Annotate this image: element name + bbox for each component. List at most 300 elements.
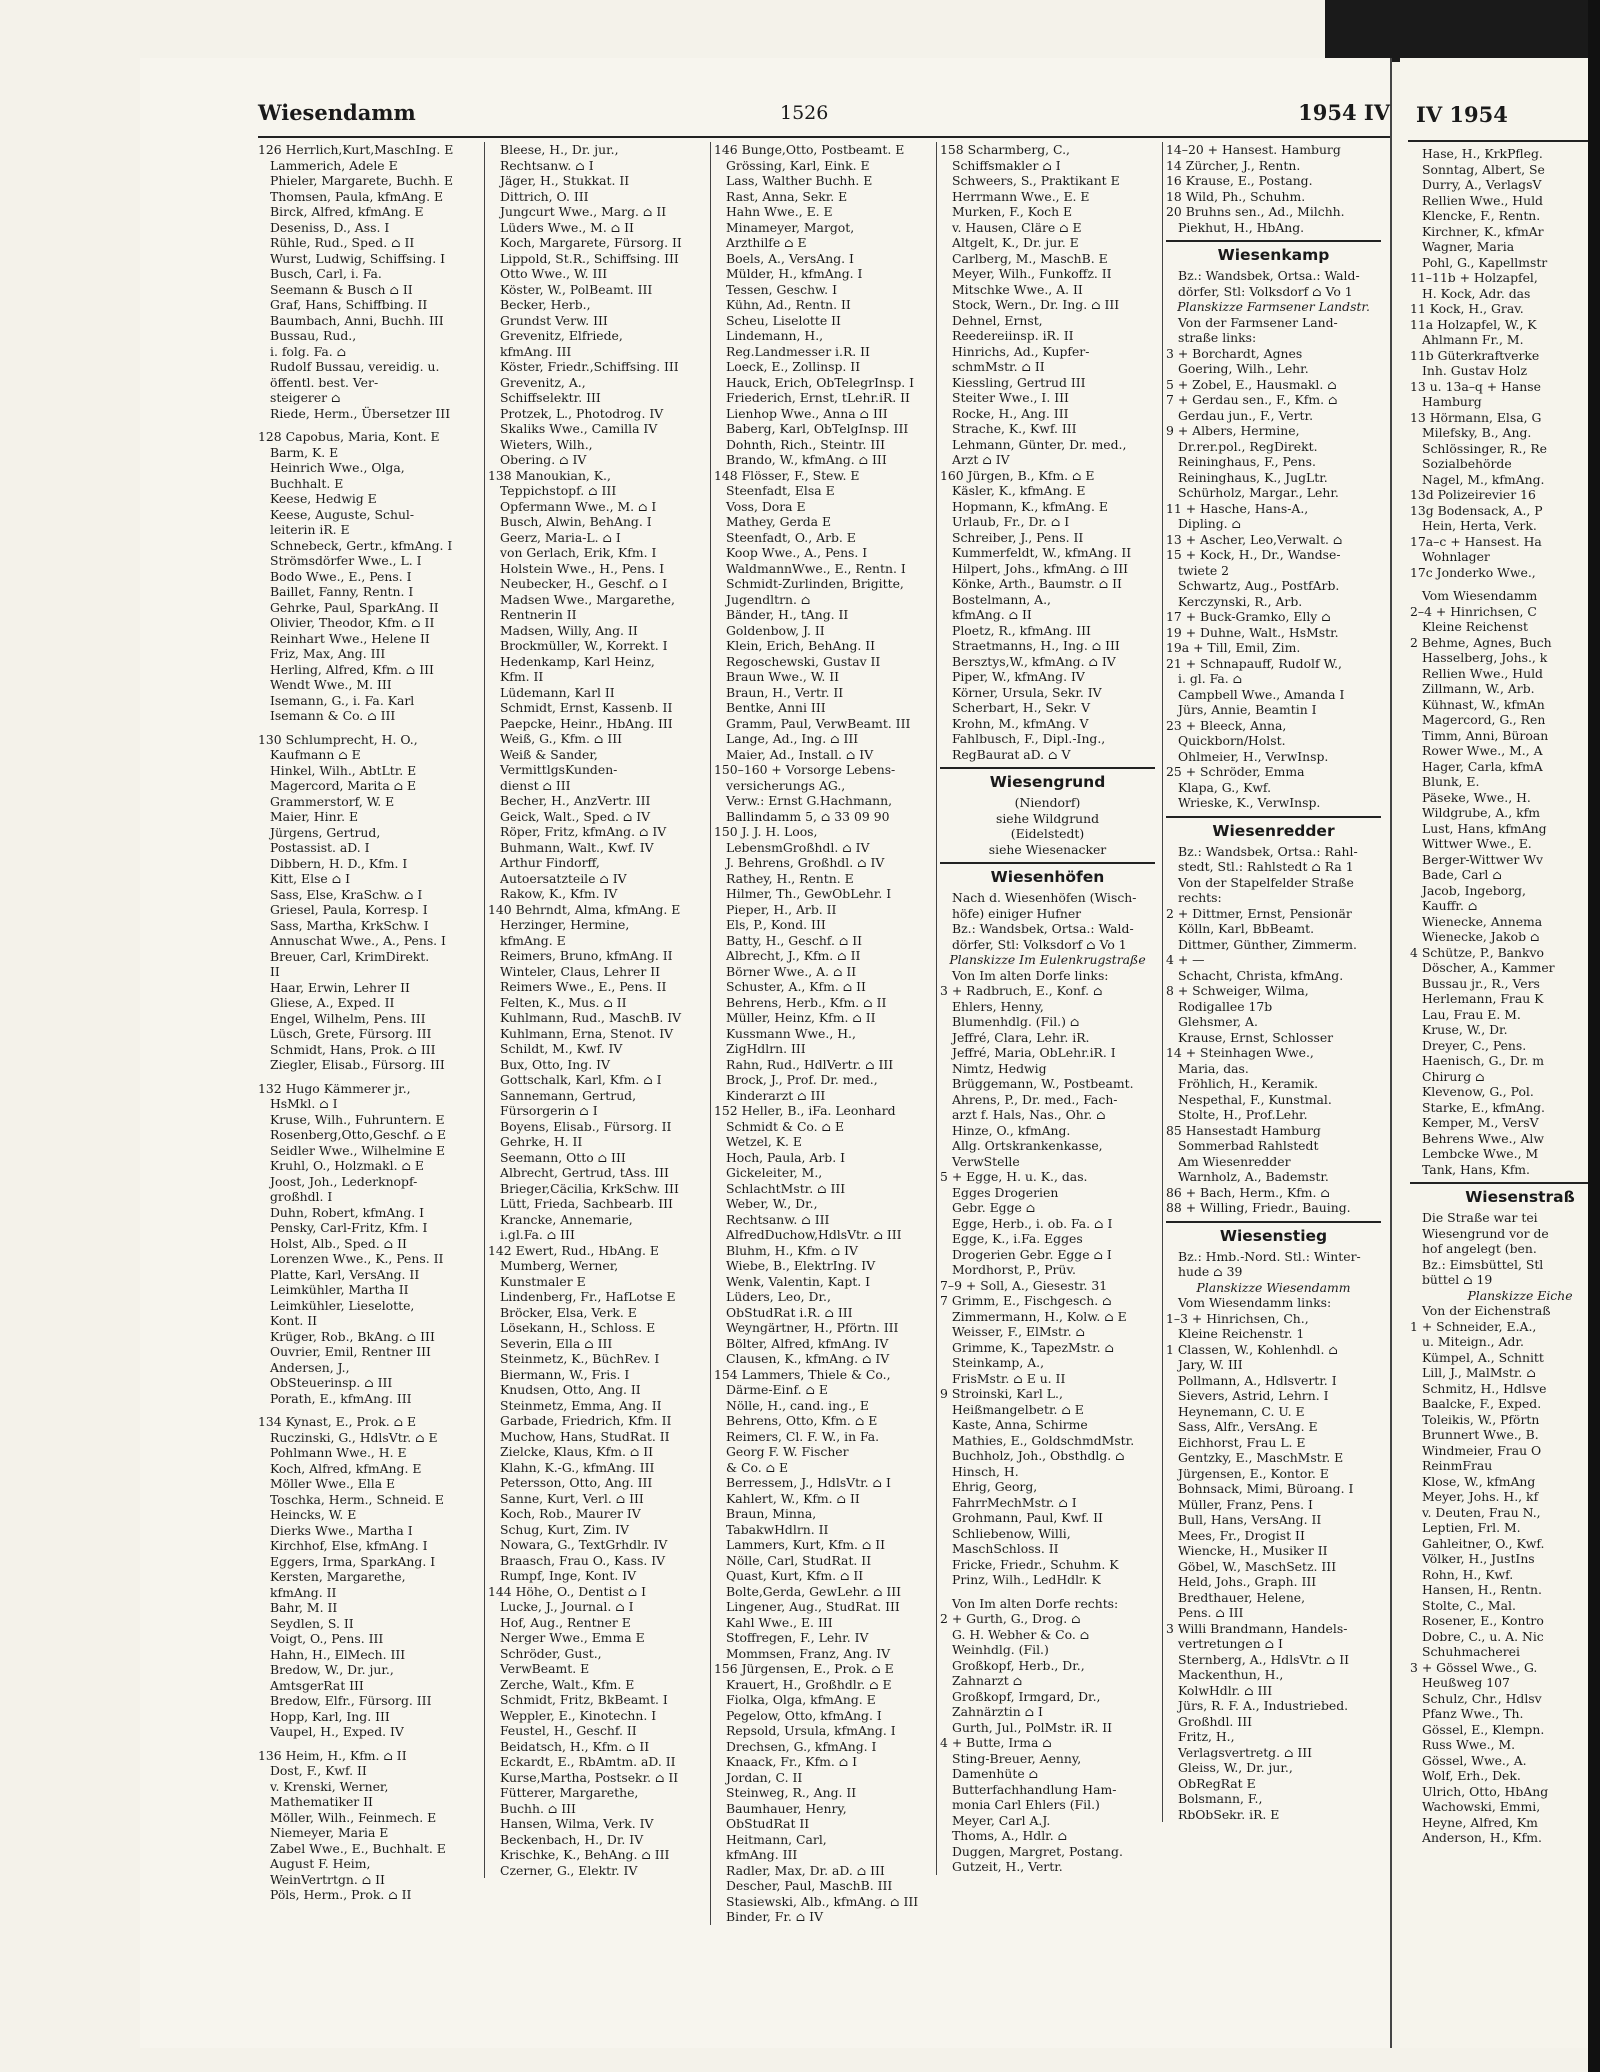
- resident-entry: Isemann & Co. ⌂ III: [270, 708, 396, 723]
- resident-entry: Köster, Friedr.,Schiffsing. III: [500, 359, 679, 374]
- entry-gap: [258, 1406, 473, 1414]
- resident-entry: Weinhdlg. (Fil.): [952, 1642, 1049, 1657]
- house-number-entry: 158 Scharmberg, C.,: [940, 142, 1070, 157]
- resident-entry: Klencke, F., Rentn.: [1422, 208, 1541, 223]
- resident-entry: Koch, Rob., Maurer IV: [500, 1506, 641, 1521]
- resident-entry: Brieger,Cäcilia, KrkSchw. III: [500, 1180, 679, 1196]
- resident-entry: Sanne, Kurt, Verl. ⌂ III: [500, 1490, 644, 1506]
- resident-entry: August F. Heim,: [270, 1856, 371, 1871]
- resident-entry: Weiß, G., Kfm. ⌂ III: [500, 731, 622, 746]
- resident-entry: Reimers Wwe., E., Pens. II: [500, 979, 667, 994]
- resident-entry: Rosenberg,Otto,Geschf. ⌂ E: [270, 1127, 447, 1142]
- resident-entry: HsMkl. ⌂ I: [270, 1096, 338, 1111]
- resident-entry: Goering, Wilh., Lehr.: [1178, 361, 1309, 376]
- header-rule: [258, 136, 1390, 138]
- resident-entry: v. Krenski, Werner,: [270, 1778, 389, 1794]
- house-number-entry: 85 Hansestadt Hamburg: [1166, 1122, 1321, 1138]
- resident-entry: Großkopf, Irmgard, Dr.,: [952, 1688, 1101, 1704]
- resident-entry: Berger-Wittwer Wv: [1422, 851, 1544, 867]
- house-number-entry: 23 + Bleeck, Anna,: [1166, 717, 1287, 733]
- resident-entry: Egges Drogerien: [952, 1184, 1059, 1200]
- resident-entry: Minameyer, Margot,: [726, 219, 855, 235]
- resident-entry: Schmidt, Hans, Prok. ⌂ III: [270, 1041, 436, 1057]
- resident-entry: Bahr, M. II: [270, 1600, 338, 1615]
- resident-entry: Ohlmeier, H., VerwInsp.: [1178, 748, 1329, 764]
- house-number-entry: 2 + Gurth, G., Drog. ⌂: [940, 1611, 1081, 1626]
- resident-entry: Albrecht, Gertrud, tAss. III: [500, 1165, 669, 1180]
- resident-entry: Baumbach, Anni, Buchh. III: [270, 312, 444, 328]
- column-4: [936, 142, 1155, 1875]
- resident-entry: Tessen, Geschw. I: [726, 281, 837, 297]
- house-number-entry: 18 Wild, Ph., Schuhm.: [1166, 188, 1306, 204]
- house-number-entry: 4 + Butte, Irma ⌂: [940, 1735, 1052, 1750]
- resident-entry: Schuster, A., Kfm. ⌂ II: [726, 979, 866, 994]
- resident-entry: Großhdl. III: [1178, 1713, 1252, 1729]
- resident-entry: KolwHdlr. ⌂ III: [1178, 1682, 1273, 1698]
- resident-entry: Von Im alten Dorfe rechts:: [952, 1595, 1119, 1611]
- house-number-entry: 128 Capobus, Maria, Kont. E: [258, 429, 440, 444]
- resident-entry: i. folg. Fa. ⌂: [270, 343, 347, 359]
- resident-entry: Piper, W., kfmAng. IV: [952, 669, 1085, 684]
- resident-entry: Dost, F., Kwf. II: [270, 1763, 367, 1778]
- resident-entry: Eichhorst, Frau L. E: [1178, 1434, 1306, 1450]
- resident-entry: kfmAng. III: [500, 343, 572, 359]
- street-note: (Niendorf): [1014, 795, 1081, 810]
- resident-entry: Wolf, Erh., Dek.: [1422, 1768, 1521, 1783]
- resident-entry: Bade, Carl ⌂: [1422, 867, 1502, 882]
- resident-entry: Zerche, Walt., Kfm. E: [500, 1676, 635, 1692]
- resident-entry: Egge, Herb., i. ob. Fa. ⌂ I: [952, 1215, 1113, 1231]
- resident-entry: Hein, Herta, Verk.: [1422, 518, 1537, 533]
- resident-entry: Nölle, H., cand. ing., E: [726, 1397, 869, 1413]
- resident-entry: Lorenzen Wwe., K., Pens. II: [270, 1251, 444, 1266]
- resident-entry: Rower Wwe., M., A: [1422, 743, 1543, 758]
- resident-entry: AlfredDuchow,HdlsVtr. ⌂ III: [726, 1227, 902, 1242]
- resident-entry: Bohnsack, Mimi, Büroang. I: [1178, 1481, 1354, 1496]
- resident-entry: Börner Wwe., A. ⌂ II: [726, 963, 857, 979]
- house-number-entry: 17 + Buck-Gramko, Elly ⌂: [1166, 609, 1331, 624]
- resident-entry: ObSteuerinsp. ⌂ III: [270, 1375, 393, 1390]
- resident-entry: Gentzky, E., MaschMstr. E: [1178, 1450, 1344, 1465]
- resident-entry: v. Deuten, Frau N.,: [1422, 1504, 1541, 1520]
- resident-entry: kfmAng. ⌂ II: [952, 607, 1032, 622]
- resident-entry: Lill, J., MalMstr. ⌂: [1422, 1365, 1536, 1380]
- resident-entry: Buchhalt. E: [270, 475, 344, 491]
- resident-entry: Herrmann Wwe., E. E: [952, 188, 1090, 204]
- resident-entry: Dehnel, Ernst,: [952, 312, 1043, 328]
- resident-entry: Madsen, Willy, Ang. II: [500, 622, 638, 638]
- resident-entry: VermittlgsKunden-: [500, 762, 618, 777]
- resident-entry: Straetmanns, H., Ing. ⌂ III: [952, 638, 1120, 653]
- resident-entry: Weisser, F., ElMstr. ⌂: [952, 1324, 1085, 1339]
- page-header: [140, 90, 1390, 130]
- house-number-entry: 14 Zürcher, J., Rentn.: [1166, 157, 1301, 173]
- resident-entry: Bluhm, H., Kfm. ⌂ IV: [726, 1242, 858, 1258]
- resident-entry: Maier, Hinr. E: [270, 809, 359, 824]
- resident-entry: Warnholz, A., Bademstr.: [1178, 1169, 1329, 1184]
- resident-entry: WaldmannWwe., E., Rentn. I: [726, 560, 906, 576]
- resident-entry: AmtsgerRat III: [270, 1677, 364, 1693]
- resident-entry: Maier, Ad., Install. ⌂ IV: [726, 746, 874, 762]
- resident-entry: Strache, K., Kwf. III: [952, 421, 1077, 436]
- resident-entry: Binder, Fr. ⌂ IV: [726, 1909, 824, 1924]
- resident-entry: Lüsch, Grete, Fürsorg. III: [270, 1026, 432, 1041]
- resident-entry: Zillmann, W., Arb.: [1422, 681, 1535, 696]
- resident-entry: Rechtsanw. ⌂ III: [726, 1211, 830, 1227]
- resident-entry: kfmAng. E: [500, 932, 566, 948]
- resident-entry: Schiffselektr. III: [500, 390, 601, 405]
- resident-entry: Klevenow, G., Pol.: [1422, 1084, 1534, 1099]
- resident-entry: Von der Farmsener Land-: [1178, 314, 1338, 330]
- resident-entry: Herling, Alfred, Kfm. ⌂ III: [270, 661, 434, 677]
- resident-entry: Schlössinger, R., Re: [1422, 440, 1548, 456]
- resident-entry: schmMstr. ⌂ II: [952, 359, 1045, 374]
- resident-entry: FahrrMechMstr. ⌂ I: [952, 1494, 1077, 1510]
- resident-entry: Bz.: Hmb.-Nord. Stl.: Winter-: [1178, 1248, 1361, 1264]
- resident-entry: Krauert, H., Großhdlr. ⌂ E: [726, 1676, 892, 1692]
- resident-entry: RegBaurat aD. ⌂ V: [952, 746, 1071, 762]
- resident-entry: Großkopf, Herb., Dr.,: [952, 1657, 1085, 1673]
- street-heading: Wiesenredder: [1166, 816, 1381, 841]
- resident-entry: Bröcker, Elsa, Verk. E: [500, 1304, 637, 1320]
- house-number-entry: 13 u. 13a–q + Hanse: [1410, 378, 1541, 394]
- resident-entry: Klose, W., kfmAng: [1422, 1473, 1536, 1489]
- resident-entry: Die Straße war tei: [1422, 1210, 1538, 1225]
- resident-entry: Tank, Hans, Kfm.: [1422, 1161, 1530, 1177]
- resident-entry: Fricke, Friedr., Schuhm. K: [952, 1556, 1119, 1572]
- resident-entry: Mees, Fr., Drogist II: [1178, 1527, 1305, 1543]
- directory-page: [140, 58, 1392, 2048]
- resident-entry: Keese, Hedwig E: [270, 491, 377, 506]
- resident-entry: Jungcurt Wwe., Marg. ⌂ II: [500, 204, 667, 219]
- resident-entry: Wagner, Maria: [1422, 239, 1515, 254]
- resident-entry: Urlaub, Fr., Dr. ⌂ I: [952, 514, 1070, 529]
- resident-entry: Friz, Max, Ang. III: [270, 646, 386, 661]
- resident-entry: Ahrens, P., Dr. med., Fach-: [952, 1091, 1118, 1107]
- resident-entry: Bolte,Gerda, GewLehr. ⌂ III: [726, 1583, 902, 1599]
- resident-entry: Dittrich, O. III: [500, 188, 589, 204]
- resident-entry: Zahnarzt ⌂: [952, 1673, 1023, 1688]
- resident-entry: VerwBeamt. E: [500, 1661, 590, 1676]
- resident-entry: Autoersatzteile ⌂ IV: [500, 870, 627, 886]
- resident-entry: Hamburg: [1422, 394, 1482, 409]
- resident-entry: Kahl Wwe., E. III: [726, 1614, 833, 1630]
- resident-entry: Gickeleiter, M.,: [726, 1165, 823, 1180]
- resident-entry: Zielcke, Klaus, Kfm. ⌂ II: [500, 1444, 654, 1459]
- house-number-entry: 140 Behrndt, Alma, kfmAng. E: [488, 901, 681, 917]
- resident-entry: Breuer, Carl, KrimDirekt.: [270, 948, 430, 964]
- resident-entry: Kleine Reichenstr. 1: [1178, 1326, 1305, 1341]
- resident-entry: Butterfachhandlung Ham-: [952, 1781, 1117, 1797]
- resident-entry: straße links:: [1178, 330, 1257, 345]
- street-note: siehe Wildgrund: [995, 810, 1100, 826]
- resident-entry: Göbel, W., MaschSetz. III: [1178, 1558, 1337, 1574]
- column-2: [484, 142, 703, 1878]
- resident-entry: Bleese, H., Dr. jur.,: [500, 142, 619, 157]
- resident-entry: Damenhüte ⌂: [952, 1766, 1039, 1781]
- resident-entry: Gerdau jun., F., Vertr.: [1178, 407, 1314, 423]
- resident-entry: Nimtz, Hedwig: [952, 1060, 1047, 1076]
- resident-entry: Rentnerin II: [500, 607, 577, 622]
- resident-entry: Rakow, K., Kfm. IV: [500, 886, 618, 901]
- resident-entry: Beckenbach, H., Dr. IV: [500, 1831, 644, 1847]
- resident-entry: Sting-Breuer, Aenny,: [952, 1750, 1082, 1766]
- resident-entry: Kümpel, A., Schnitt: [1422, 1349, 1544, 1365]
- resident-entry: Hauck, Erich, ObTelegrInsp. I: [726, 374, 915, 390]
- resident-entry: Petersson, Otto, Ang. III: [500, 1475, 653, 1490]
- resident-entry: Hedenkamp, Karl Heinz,: [500, 653, 655, 669]
- resident-entry: Haenisch, G., Dr. m: [1422, 1053, 1545, 1068]
- resident-entry: twiete 2: [1178, 562, 1230, 578]
- resident-entry: Engel, Wilhelm, Pens. III: [270, 1010, 426, 1026]
- entry-gap: [258, 724, 473, 732]
- resident-entry: Buchholz, Joh., Obsthdlg. ⌂: [952, 1448, 1125, 1463]
- resident-entry: Annuschat Wwe., A., Pens. I: [270, 933, 446, 948]
- resident-entry: FrisMstr. ⌂ E u. II: [952, 1370, 1066, 1386]
- resident-entry: Maria, das.: [1178, 1060, 1249, 1076]
- resident-entry: Bölter, Alfred, kfmAng. IV: [726, 1335, 889, 1351]
- resident-entry: Andersen, J.,: [270, 1359, 350, 1375]
- resident-entry: Strömsdörfer Wwe., L. I: [270, 553, 422, 568]
- resident-entry: Fröhlich, H., Keramik.: [1178, 1076, 1319, 1091]
- resident-entry: Hoch, Paula, Arb. I: [726, 1149, 846, 1165]
- resident-entry: Braun, Minna,: [726, 1506, 817, 1521]
- resident-entry: Schmidt-Zurlinden, Brigitte,: [726, 576, 904, 591]
- resident-entry: Kaufmann ⌂ E: [270, 747, 361, 762]
- resident-entry: Hilmer, Th., GewObLehr. I: [726, 886, 892, 901]
- resident-entry: Windmeier, Frau O: [1422, 1442, 1542, 1458]
- resident-entry: Biermann, W., Fris. I: [500, 1366, 630, 1382]
- resident-entry: Quast, Kurt, Kfm. ⌂ II: [726, 1568, 864, 1583]
- house-number-entry: 150 J. J. H. Loos,: [714, 824, 818, 839]
- resident-entry: Pieper, H., Arb. II: [726, 901, 837, 917]
- resident-entry: Friederich, Ernst, tLehr.iR. II: [726, 390, 910, 405]
- resident-entry: Bredow, W., Dr. jur.,: [270, 1662, 394, 1677]
- house-number-entry: 11a Holzapfel, W., K: [1410, 316, 1537, 332]
- resident-entry: Bentke, Anni III: [726, 700, 826, 715]
- resident-entry: höfe) einiger Hufner: [952, 905, 1082, 921]
- resident-entry: Eggers, Irma, SparkAng. I: [270, 1553, 436, 1569]
- resident-entry: Koch, Margarete, Fürsorg. II: [500, 235, 682, 250]
- resident-entry: Geerz, Maria-L. ⌂ I: [500, 529, 621, 545]
- resident-entry: Wendt Wwe., M. III: [270, 677, 392, 692]
- resident-entry: Bostelmann, A.,: [952, 591, 1051, 607]
- resident-entry: Seydlen, S. II: [270, 1615, 354, 1631]
- resident-entry: Seemann & Busch ⌂ II: [270, 281, 413, 297]
- resident-entry: Campbell Wwe., Amanda I: [1178, 686, 1345, 702]
- resident-entry: Glehsmer, A.: [1178, 1014, 1258, 1029]
- resident-entry: Krohn, M., kfmAng. V: [952, 715, 1089, 731]
- resident-entry: Reimers, Bruno, kfmAng. II: [500, 948, 673, 963]
- resident-entry: Dibbern, H. D., Kfm. I: [270, 855, 408, 871]
- resident-entry: Brock, J., Prof. Dr. med.,: [726, 1072, 878, 1087]
- resident-entry: Lembcke Wwe., M: [1422, 1146, 1539, 1161]
- resident-entry: stedt, Stl.: Rahlstedt ⌂ Ra 1: [1178, 859, 1354, 874]
- resident-entry: Fahlbusch, F., Dipl.-Ing.,: [952, 731, 1106, 746]
- resident-entry: Dipling. ⌂: [1178, 516, 1242, 531]
- resident-entry: Mordhorst, P., Prüv.: [952, 1262, 1076, 1277]
- resident-entry: Schmidt, Fritz, BkBeamt. I: [500, 1692, 668, 1707]
- resident-entry: Kahlert, W., Kfm. ⌂ II: [726, 1490, 860, 1506]
- resident-entry: Lütt, Frieda, Sachbearb. III: [500, 1196, 673, 1211]
- house-number-entry: 4 + —: [1166, 952, 1205, 967]
- resident-entry: Brando, W., kfmAng. ⌂ III: [726, 452, 887, 467]
- resident-entry: Ruczinski, G., HdlsVtr. ⌂ E: [270, 1429, 438, 1445]
- resident-entry: Pohlmann Wwe., H. E: [270, 1445, 407, 1460]
- resident-entry: Meyer, Wilh., Funkoffz. II: [952, 266, 1112, 281]
- house-number-entry: 11–11b + Holzapfel,: [1410, 270, 1538, 285]
- resident-entry: hof angelegt (ben.: [1422, 1241, 1537, 1256]
- resident-entry: Phieler, Margarete, Buchh. E: [270, 173, 454, 188]
- resident-entry: Gahleitner, O., Kwf.: [1422, 1535, 1545, 1551]
- house-number-entry: 17a–c + Hansest. Ha: [1410, 533, 1542, 549]
- resident-entry: Voss, Dora E: [726, 498, 806, 514]
- house-number-entry: 86 + Bach, Herm., Kfm. ⌂: [1166, 1184, 1330, 1200]
- year-volume: 1954 IV: [1298, 100, 1390, 125]
- resident-entry: Obering. ⌂ IV: [500, 452, 587, 467]
- resident-entry: Holstein Wwe., H., Pens. I: [500, 560, 665, 576]
- resident-entry: Winteler, Claus, Lehrer II: [500, 963, 661, 979]
- resident-entry: Schmidt, Ernst, Kassenb. II: [500, 700, 673, 715]
- resident-entry: Schacht, Christa, kfmAng.: [1178, 967, 1344, 983]
- resident-entry: Wieters, Wilh.,: [500, 436, 593, 452]
- entry-gap: [258, 1073, 473, 1081]
- resident-entry: Wiesengrund vor de: [1422, 1225, 1549, 1241]
- resident-entry: Klein, Erich, BehAng. II: [726, 638, 876, 653]
- resident-entry: Hinkel, Wilh., AbtLtr. E: [270, 762, 417, 778]
- street-heading: Wiesenhöfen: [940, 862, 1155, 887]
- resident-entry: Allg. Ortskrankenkasse,: [952, 1138, 1103, 1153]
- resident-entry: Müller, Heinz, Kfm. ⌂ II: [726, 1010, 876, 1025]
- resident-entry: Gleiss, W., Dr. jur.,: [1178, 1760, 1293, 1775]
- resident-entry: Weyngärtner, H., Pförtn. III: [726, 1320, 899, 1335]
- resident-entry: Pensky, Carl-Fritz, Kfm. I: [270, 1220, 428, 1235]
- resident-entry: Jürs, R. F. A., Industriebed.: [1178, 1698, 1349, 1713]
- resident-entry: Muchow, Hans, StudRat. II: [500, 1428, 670, 1444]
- resident-entry: Buhmann, Walt., Kwf. IV: [500, 839, 654, 855]
- resident-entry: Jacob, Ingeborg,: [1422, 882, 1526, 898]
- resident-entry: VerwStelle: [952, 1153, 1020, 1169]
- house-number-entry: 3 + Gössel Wwe., G.: [1410, 1659, 1538, 1675]
- house-number-entry: 142 Ewert, Rud., HbAng. E: [488, 1242, 659, 1258]
- resident-entry: Ehrig, Georg,: [952, 1479, 1038, 1494]
- resident-entry: Grohmann, Paul, Kwf. II: [952, 1510, 1103, 1525]
- resident-entry: Becker, Herb.,: [500, 297, 591, 312]
- resident-entry: Grundst Verw. III: [500, 312, 608, 328]
- resident-entry: Opfermann Wwe., M. ⌂ I: [500, 498, 657, 514]
- resident-entry: Boyens, Elisab., Fürsorg. II: [500, 1118, 672, 1134]
- resident-entry: arzt f. Hals, Nas., Ohr. ⌂: [952, 1107, 1106, 1122]
- resident-entry: Nagel, M., kfmAng.: [1422, 471, 1545, 487]
- resident-entry: Kerczynski, R., Arb.: [1178, 593, 1303, 609]
- resident-entry: Rocke, H., Ang. III: [952, 405, 1069, 421]
- resident-entry: Lippold, St.R., Schiffsing. III: [500, 250, 679, 266]
- resident-entry: Milefsky, B., Ang.: [1422, 425, 1532, 440]
- resident-entry: Mülder, H., kfmAng. I: [726, 266, 863, 281]
- resident-entry: Russ Wwe., M.: [1422, 1737, 1516, 1752]
- resident-entry: Kinderarzt ⌂ III: [726, 1087, 826, 1103]
- resident-entry: Dr.rer.pol., RegDirekt.: [1178, 438, 1318, 454]
- resident-entry: Joost, Joh., Lederknopf-: [270, 1173, 418, 1189]
- resident-entry: Ploetz, R., kfmAng. III: [952, 622, 1091, 638]
- resident-entry: Schmitz, H., Hdlsve: [1422, 1380, 1547, 1396]
- resident-entry: i. gl. Fa. ⌂: [1178, 671, 1243, 686]
- resident-entry: Koch, Alfred, kfmAng. E: [270, 1460, 422, 1476]
- resident-entry: Gehrke, Paul, SparkAng. II: [270, 599, 439, 615]
- map-sketch-note: Planskizze Farmsener Landstr.: [1177, 299, 1370, 314]
- resident-entry: Bänder, H., tAng. II: [726, 607, 849, 622]
- next-page-header: IV 1954: [1416, 102, 1508, 127]
- street-heading: Wiesenstraß: [1410, 1182, 1588, 1207]
- resident-entry: Kleine Reichenst: [1422, 619, 1528, 634]
- resident-entry: Schulz, Chr., Hdlsv: [1422, 1690, 1542, 1706]
- resident-entry: Hahn Wwe., E. E: [726, 204, 833, 219]
- resident-entry: Kirchner, K., kfmAr: [1422, 223, 1544, 239]
- resident-entry: i.gl.Fa. ⌂ III: [500, 1227, 575, 1242]
- resident-entry: Wildgrube, A., kfm: [1422, 805, 1540, 820]
- resident-entry: Rumpf, Inge, Kont. IV: [500, 1568, 637, 1583]
- resident-entry: Lust, Hans, kfmAng: [1422, 820, 1547, 836]
- resident-entry: RbObSekr. iR. E: [1178, 1806, 1280, 1822]
- house-number-entry: 130 Schlumprecht, H. O.,: [258, 731, 418, 747]
- resident-entry: Riede, Herm., Übersetzer III: [270, 405, 451, 421]
- house-number-entry: 1–3 + Hinrichsen, Ch.,: [1166, 1310, 1309, 1326]
- house-number-entry: 134 Kynast, E., Prok. ⌂ E: [258, 1414, 417, 1429]
- house-number-entry: 13 + Ascher, Leo,Verwalt. ⌂: [1166, 531, 1343, 547]
- listing-columns: [230, 142, 1390, 2048]
- resident-entry: Fütterer, Margarethe,: [500, 1785, 639, 1800]
- house-number-entry: 3 Willi Brandmann, Handels-: [1166, 1620, 1348, 1636]
- resident-entry: kfmAng. II: [270, 1584, 337, 1600]
- resident-entry: Nespethal, F., Kunstmal.: [1178, 1091, 1332, 1107]
- resident-entry: Kunstmaler E: [500, 1273, 586, 1289]
- resident-entry: Döscher, A., Kammer: [1422, 960, 1555, 975]
- resident-entry: Nerger Wwe., Emma E: [500, 1630, 645, 1645]
- house-number-entry: 13 Hörmann, Elsa, G: [1410, 409, 1542, 425]
- resident-entry: Busch, Carl, i. Fa.: [270, 266, 382, 281]
- resident-entry: Arzt ⌂ IV: [952, 452, 1010, 467]
- resident-entry: Blumenhdlg. (Fil.) ⌂: [952, 1014, 1080, 1029]
- resident-entry: Braun Wwe., W. II: [726, 669, 840, 684]
- resident-entry: Baumhauer, Henry,: [726, 1800, 847, 1816]
- resident-entry: Ahlmann Fr., M.: [1422, 332, 1524, 347]
- house-number-entry: 25 + Schröder, Emma: [1166, 764, 1305, 779]
- entry-gap: [258, 1740, 473, 1748]
- resident-entry: dörfer, Stl: Volksdorf ⌂ Vo 1: [952, 936, 1127, 952]
- resident-entry: Voigt, O., Pens. III: [270, 1631, 384, 1646]
- house-number-entry: 13d Polizeirevier 16: [1410, 487, 1536, 502]
- resident-entry: Kölln, Karl, BbBeamt.: [1178, 921, 1315, 936]
- resident-entry: Dierks Wwe., Martha I: [270, 1522, 413, 1538]
- resident-entry: Paepcke, Heinr., HbAng. III: [500, 715, 673, 731]
- resident-entry: Kummerfeldt, W., kfmAng. II: [952, 545, 1132, 560]
- resident-entry: Ulrich, Otto, HbAng: [1422, 1783, 1549, 1799]
- resident-entry: Pens. ⌂ III: [1178, 1605, 1244, 1620]
- resident-entry: G. H. Webher & Co. ⌂: [952, 1626, 1090, 1642]
- house-number-entry: 5 + Zobel, E., Hausmakl. ⌂: [1166, 376, 1337, 392]
- resident-entry: Steinmetz, K., BüchRev. I: [500, 1351, 660, 1366]
- house-number-entry: 5 + Egge, H. u. K., das.: [940, 1169, 1088, 1184]
- resident-entry: büttel ⌂ 19: [1422, 1272, 1493, 1287]
- resident-entry: Toschka, Herm., Schneid. E: [270, 1491, 444, 1507]
- resident-entry: u. Miteign., Adr.: [1422, 1334, 1524, 1349]
- resident-entry: Reinhart Wwe., Helene II: [270, 630, 430, 646]
- resident-entry: Krüger, Rob., BkAng. ⌂ III: [270, 1328, 435, 1344]
- resident-entry: Graf, Hans, Schiffbing. II: [270, 297, 428, 312]
- house-number-entry: 9 Stroinski, Karl L.,: [940, 1386, 1063, 1401]
- resident-entry: Braun, H., Vertr. II: [726, 684, 844, 700]
- resident-entry: Geick, Walt., Sped. ⌂ IV: [500, 808, 651, 824]
